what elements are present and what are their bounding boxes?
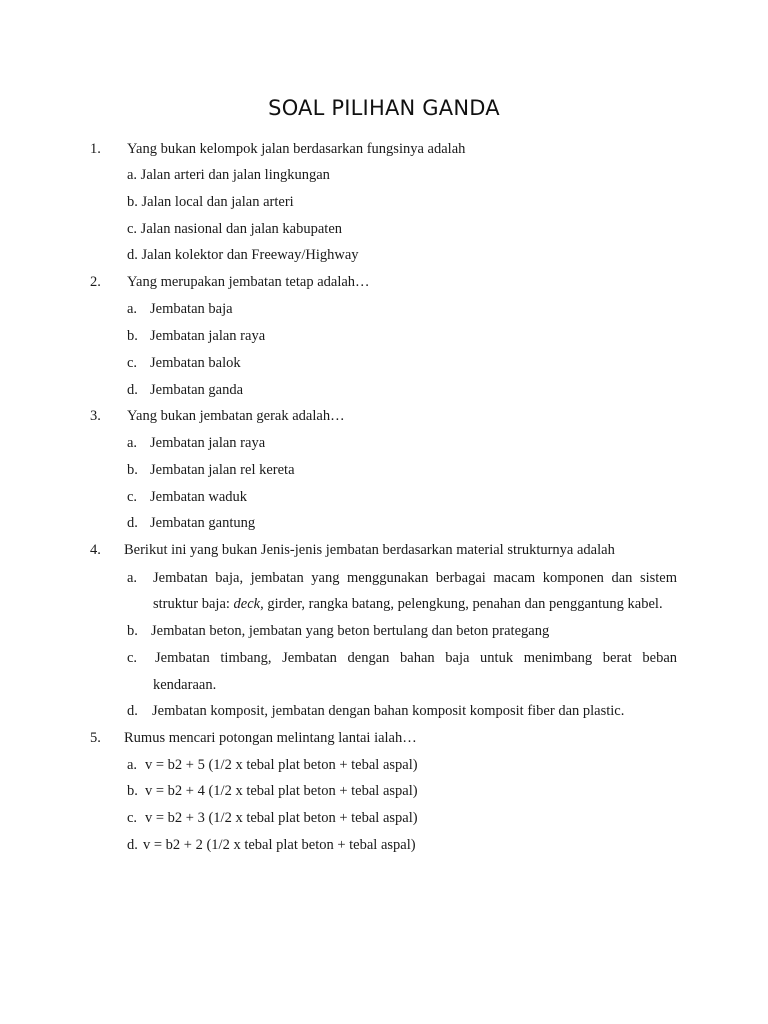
question-text: Berikut ini yang bukan Jenis-jenis jembatan berdasarkan material strukturnya adalah bbox=[124, 542, 615, 558]
option-d-letter: d. bbox=[127, 515, 138, 531]
question-text: Yang bukan jembatan gerak adalah… bbox=[127, 408, 345, 424]
option-b-letter: b. bbox=[127, 462, 138, 478]
option-b-text: Jembatan beton, jembatan yang beton bertulang dan beton prategang bbox=[151, 623, 550, 639]
option-b-letter: b. bbox=[127, 783, 138, 799]
question-number: 4. bbox=[90, 542, 101, 558]
option-c-text-line2: kendaraan. bbox=[153, 677, 217, 693]
option-d-text: Jembatan ganda bbox=[150, 382, 244, 398]
option-c-letter: c. bbox=[127, 355, 138, 371]
question-number: 3. bbox=[90, 408, 101, 424]
option-c-text: v = b2 + 3 (1/2 x tebal plat beton + tebal aspal) bbox=[145, 810, 418, 826]
option-a-text-line1: Jembatan baja, jembatan yang menggunakan berbagai macam komponen dan sistem bbox=[153, 570, 677, 586]
option-a: a. Jalan arteri dan jalan lingkungan bbox=[127, 167, 330, 183]
option-c-letter: c. bbox=[127, 489, 138, 505]
option-d-text: v = b2 + 2 (1/2 x tebal plat beton + tebal aspal) bbox=[143, 837, 416, 853]
option-d-text: Jembatan komposit, jembatan dengan bahan komposit komposit fiber dan plastic. bbox=[152, 703, 625, 719]
option-d-letter: d. bbox=[127, 837, 138, 853]
question-number: 1. bbox=[90, 141, 101, 157]
option-a-text: Jembatan baja bbox=[150, 301, 233, 317]
option-a-letter: a. bbox=[127, 435, 138, 451]
option-a-text-line2-end: , girder, rangka batang, pelengkung, penahan dan penggantung kabel. bbox=[260, 596, 663, 612]
option-c-letter: c. bbox=[127, 810, 138, 826]
question-number: 2. bbox=[90, 274, 101, 290]
question-text: Yang merupakan jembatan tetap adalah… bbox=[127, 274, 370, 290]
option-a-text-line2 bbox=[153, 595, 663, 613]
option-d-letter: d. bbox=[127, 382, 138, 398]
option-a-text-emphasis: deck bbox=[233, 596, 261, 612]
option-b-text: Jembatan jalan raya bbox=[150, 328, 266, 344]
option-d: d. Jalan kolektor dan Freeway/Highway bbox=[127, 247, 359, 263]
option-b-text: Jembatan jalan rel kereta bbox=[150, 462, 295, 478]
option-c-text: Jembatan balok bbox=[150, 355, 241, 371]
option-b-letter: b. bbox=[127, 623, 138, 639]
option-a-text: v = b2 + 5 (1/2 x tebal plat beton + tebal aspal) bbox=[145, 757, 418, 773]
option-a-letter: a. bbox=[127, 757, 138, 773]
option-a-text-line2-start: struktur baja: bbox=[153, 596, 234, 612]
option-d-letter: d. bbox=[127, 703, 138, 719]
option-b: b. Jalan local dan jalan arteri bbox=[127, 194, 294, 210]
option-a-letter: a. bbox=[127, 301, 138, 317]
option-c: c. Jalan nasional dan jalan kabupaten bbox=[127, 221, 343, 237]
question-text: Rumus mencari potongan melintang lantai ialah… bbox=[124, 730, 417, 746]
question-number: 5. bbox=[90, 730, 101, 746]
option-c-text: Jembatan waduk bbox=[150, 489, 248, 505]
question-text: Yang bukan kelompok jalan berdasarkan fungsinya adalah bbox=[127, 141, 466, 157]
option-b-letter: b. bbox=[127, 328, 138, 344]
option-c-letter: c. bbox=[127, 650, 138, 666]
option-b-text: v = b2 + 4 (1/2 x tebal plat beton + tebal aspal) bbox=[145, 783, 418, 799]
option-a-letter: a. bbox=[127, 570, 138, 586]
page-title: SOAL PILIHAN GANDA bbox=[268, 96, 500, 120]
option-d-text: Jembatan gantung bbox=[150, 515, 256, 531]
option-a-text: Jembatan jalan raya bbox=[150, 435, 266, 451]
option-c-text-line1: Jembatan timbang, Jembatan dengan bahan baja untuk menimbang berat beban bbox=[155, 650, 677, 666]
